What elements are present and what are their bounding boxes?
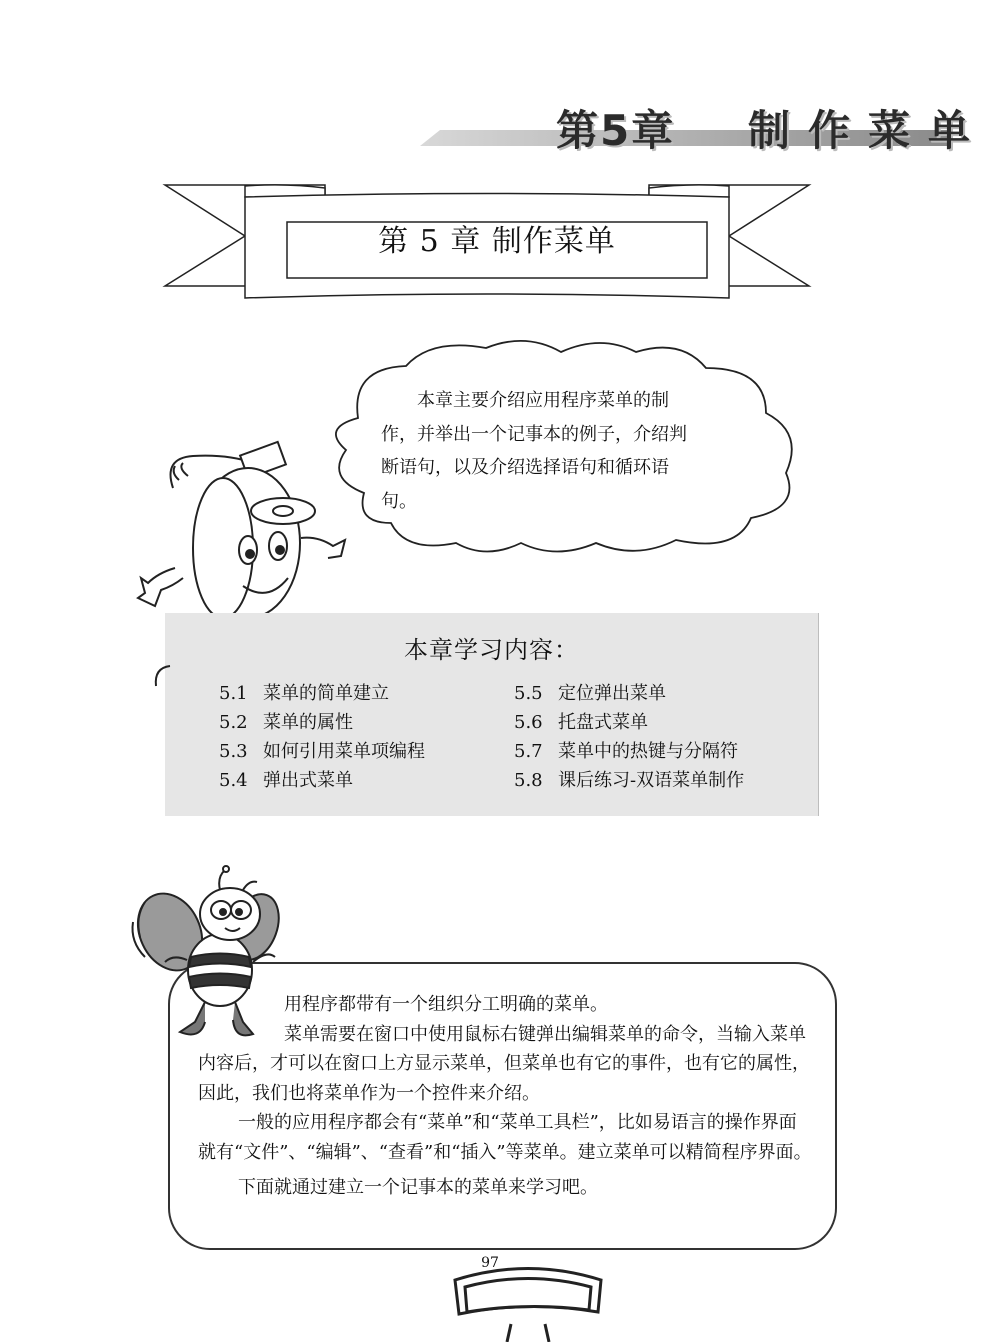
- toc-number: 5.4: [219, 770, 248, 791]
- toc-label: 如何引用菜单项编程: [263, 741, 425, 762]
- toc-item: [219, 766, 425, 795]
- toc-item: [514, 766, 744, 795]
- toc-label: 定位弹出菜单: [558, 683, 666, 704]
- toc-item: [219, 737, 425, 766]
- toc-label: 托盘式菜单: [558, 712, 648, 733]
- toc-number: 5.2: [219, 712, 248, 733]
- toc-item: [514, 708, 744, 737]
- chapter-contents-box: [165, 613, 819, 816]
- toc-item: [219, 708, 425, 737]
- toc-number: 5.5: [514, 683, 543, 704]
- chapter-header-label: 第5章: [556, 106, 676, 155]
- toc-number: 5.3: [219, 741, 248, 762]
- paragraph: 下面就通过建立一个记事本的菜单来学习吧。: [238, 1177, 598, 1198]
- toc-label: 课后练习-双语菜单制作: [558, 770, 745, 791]
- toc-label: 弹出式菜单: [263, 770, 353, 791]
- page-number: 97: [481, 1255, 499, 1271]
- chapter-intro-text: 本章主要介绍应用程序菜单的制作，并举出一个记事本的例子，介绍判断语句，以及介绍选择语句和循环语句。: [381, 390, 687, 512]
- toc-item: [219, 679, 425, 708]
- contents-title: 本章学习内容：: [404, 636, 579, 664]
- toc-number: 5.6: [514, 712, 543, 733]
- page-number-sign-icon: [443, 1252, 613, 1342]
- toc-label: 菜单的属性: [263, 712, 353, 733]
- toc-label: 菜单的简单建立: [263, 683, 389, 704]
- toc-column-left: [219, 679, 425, 795]
- toc-number: 5.7: [514, 741, 543, 762]
- paragraph: 菜单需要在窗口中使用鼠标右键弹出编辑菜单的命令，当输入菜单内容后，才可以在窗口上方显示菜单，但菜单也有它的事件，也有它的属性，因此，我们也将菜单作为一个控件来介绍。: [198, 1023, 810, 1104]
- mascot-hat-icon: [148, 658, 178, 688]
- chapter-title: 第 5 章 制作菜单: [378, 224, 616, 259]
- toc-column-right: [514, 679, 744, 795]
- paragraph: 一般的应用程序都会有“菜单”和“菜单工具栏”，比如易语言的操作界面就有“文件”、“编辑”、“查看”和“插入”等菜单。建立菜单可以精简程序界面。: [198, 1112, 812, 1163]
- cartoon-bee-icon: [125, 862, 295, 1047]
- toc-label: 菜单中的热键与分隔符: [558, 741, 738, 762]
- toc-number: 5.1: [219, 683, 248, 704]
- paragraph: 用程序都带有一个组织分工明确的菜单。: [284, 994, 608, 1015]
- toc-number: 5.8: [514, 770, 543, 791]
- toc-item: [514, 679, 744, 708]
- toc-item: [514, 737, 744, 766]
- chapter-header-title: 制作菜单: [748, 106, 988, 155]
